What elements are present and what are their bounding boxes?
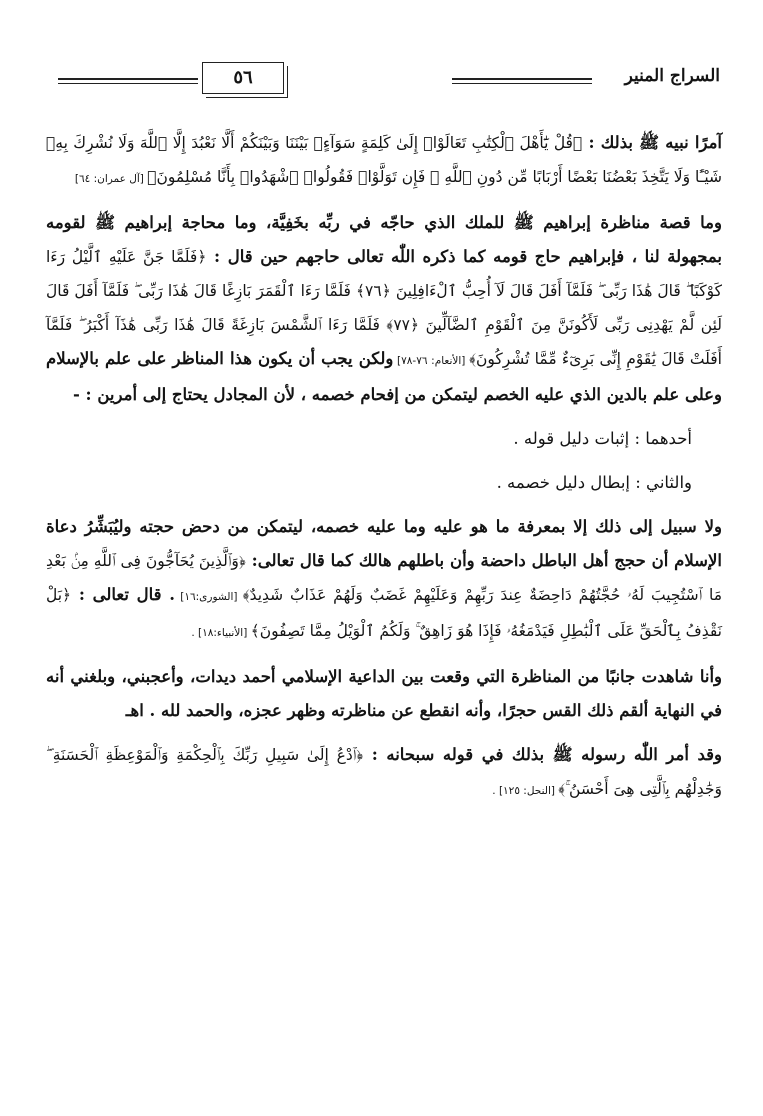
page-header [58, 62, 720, 100]
paragraph-p7 [46, 738, 722, 808]
paragraph-p6 [46, 660, 722, 728]
header-rule-right [452, 78, 592, 84]
book-title: السراج المنير [624, 66, 720, 86]
paragraph-p3 [46, 422, 722, 456]
verse-reference: [الأنبياء:١٨] . [191, 627, 251, 639]
header-rule-left [58, 78, 198, 84]
quran-verse: ﴿قُلْ يَٰٓأَهْلَ ٱلْكِتَٰبِ تَعَالَوْا۟ إِلَىٰ كَلِمَةٍ سَوَآءٍۭ بَيْنَنَا وَبَيْنَكُمْ أَلَّا نَعْبُدَ إِلَّا ٱللَّهَ وَلَا نُشْرِكَ بِهِۦ شَيْـًٔا وَلَا يَتَّخِذَ بَعْضُنَا بَعْضًا أَرْبَابًا مِّن دُونِ ٱللَّهِ ۚ فَإِن تَوَلَّوْا۟ فَقُولُوا۟ ٱشْهَدُوا۟ بِأَنَّا مُسْلِمُونَ﴾ [46, 134, 722, 186]
paragraph-text: وقد أمر اللّٰه رسوله ﷺ بذلك في قوله سبحانه : [363, 745, 722, 764]
quran-verse: ﴿وَٱلَّذِينَ يُحَآجُّونَ فِى ٱللَّهِ مِنۢ بَعْدِ مَا ٱسْتُجِيبَ لَهُۥ حُجَّتُهُمْ دَاحِضَةٌ عِندَ رَبِّهِمْ وَعَلَيْهِمْ غَضَبٌ وَلَهُمْ عَذَابٌ شَدِيدٌ﴾ [46, 552, 723, 604]
paragraph-text: ولكن يجب أن يكون هذا المناظر على علم بالإسلام وعلى علم بالدين الذي عليه الخصم ليتمكن من إفحام خصمه ، لأن المجادل يحتاج إلى أمرين : - [46, 349, 722, 404]
paragraph-p5 [46, 510, 722, 650]
quran-verse: ﴿بَلْ نَقْذِفُ بِٱلْحَقِّ عَلَى ٱلْبَٰطِلِ فَيَدْمَغُهُۥ فَإِذَا هُوَ زَاهِقٌ ۚ وَلَكُمُ ٱلْوَيْلُ مِمَّا تَصِفُونَ﴾ [46, 586, 722, 640]
verse-reference: [الأنعام: ٧٦-٧٨] [393, 355, 470, 367]
paragraph-text: ولا سبيل إلى ذلك إلا بمعرفة ما هو عليه وما عليه خصمه، ليتمكن من دحض حجته وليُبَشِّرُ دعاة الإسلام أن حجج أهل الباطل داحضة وأن باطلهم هالك كما قال تعالى: [46, 517, 722, 570]
paragraph-text: . قال تعالى : [71, 585, 175, 604]
verse-reference: [آل عمران: ٦٤] [74, 173, 148, 185]
quran-verse: ﴿فَلَمَّا جَنَّ عَلَيْهِ ٱلَّيْلُ رَءَا كَوْكَبًا ۖ قَالَ هَٰذَا رَبِّى ۖ فَلَمَّآ أَفَلَ قَالَ لَآ أُحِبُّ ٱلْءَافِلِينَ ﴿٧٦﴾ فَلَمَّا رَءَا ٱلْقَمَرَ بَازِغًا قَالَ هَٰذَا رَبِّى ۖ فَلَمَّآ أَفَلَ قَالَ لَئِن لَّمْ يَهْدِنِى رَبِّى لَأَكُونَنَّ مِنَ ٱلْقَوْمِ ٱلضَّآلِّينَ ﴿٧٧﴾ فَلَمَّا رَءَا ٱلشَّمْسَ بَازِغَةً قَالَ هَٰذَا رَبِّى هَٰذَآ أَكْبَرُ ۖ فَلَمَّآ أَفَلَتْ قَالَ يَٰقَوْمِ إِنِّى بَرِىٓءٌ مِّمَّا تُشْرِكُونَ﴾ [46, 248, 723, 368]
page-number: ٥٦ [233, 67, 253, 88]
page-body [46, 126, 722, 818]
paragraph-p4 [46, 466, 722, 500]
paragraph-text: آمرًا نبيه ﷺ بذلك : [582, 133, 722, 152]
page-number-box [202, 62, 284, 94]
paragraph-p2 [46, 206, 722, 412]
paragraph-text: وما قصة مناظرة إبراهيم ﷺ للملك الذي حاجّه في ربِّه بخَفِيَّة، وما محاجة إبراهيم ﷺ لقومه بمجهولة لنا ، فإبراهيم حاج قومه كما ذكره اللّٰه تعالى حاجهم حين قال : [46, 213, 723, 266]
verse-reference: [النحل: ١٢٥] . [492, 785, 559, 797]
quran-verse: ﴿ٱدْعُ إِلَىٰ سَبِيلِ رَبِّكَ بِٱلْحِكْمَةِ وَٱلْمَوْعِظَةِ ٱلْحَسَنَةِ ۖ وَجَٰدِلْهُم بِٱلَّتِى هِىَ أَحْسَنُ ۚ﴾ [46, 746, 722, 798]
verse-reference: [الشورى:١٦] [174, 591, 243, 603]
paragraph-p1 [46, 126, 722, 196]
paragraph-text: أحدهما : إثبات دليل قوله . [513, 429, 692, 448]
paragraph-text: والثاني : إبطال دليل خصمه . [496, 473, 692, 492]
paragraph-text: وأنا شاهدت جانبًا من المناظرة التي وقعت بين الداعية الإسلامي أحمد ديدات، وأعجبني، وبلغني أنه في النهاية ألقم ذلك القس حجرًا، وأنه انقطع عن مناظرته وظهر عجزه، والحمد لله . اهـ [46, 667, 722, 720]
